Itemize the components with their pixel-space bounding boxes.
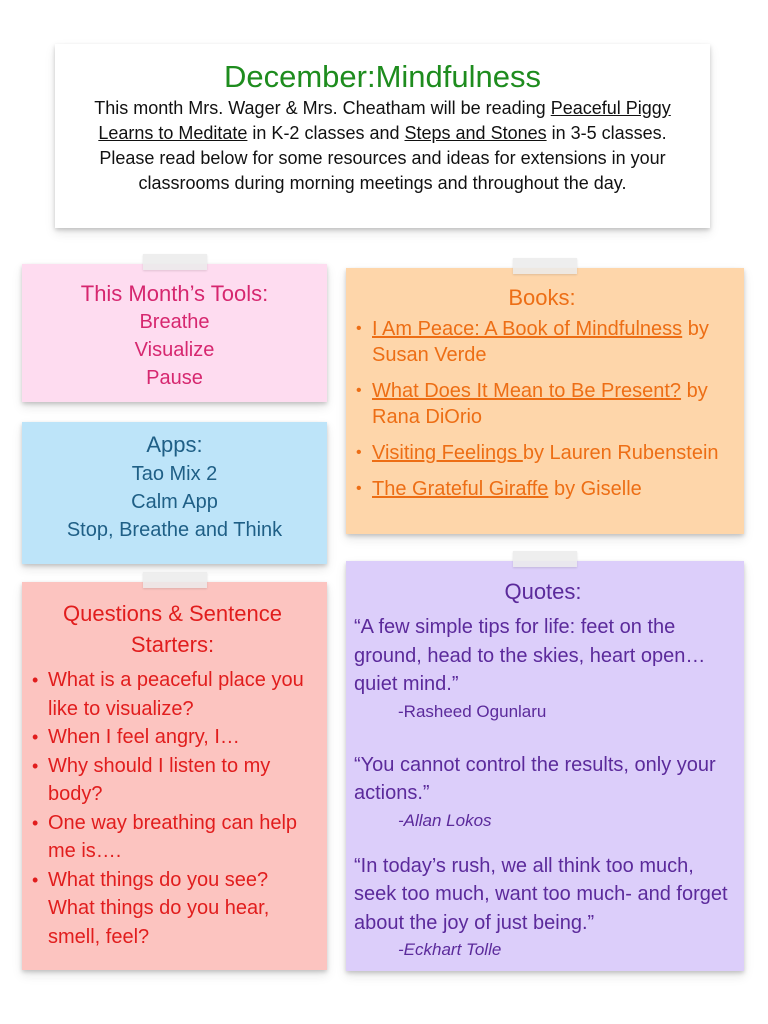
questions-card [22,582,327,970]
quote-author: -Rasheed Ogunlaru [398,701,547,721]
question-item: • What things do you see? What things do you hear, smell, feel? [30,866,315,952]
quote-author: -Allan Lokos [398,810,492,830]
book-link[interactable]: I Am Peace: A Book of Mindfulness [372,318,683,340]
book-item [354,476,730,502]
books-card [346,268,744,534]
tape-decoration [143,254,207,270]
quote-author: -Eckhart Tolle [398,940,502,959]
questions-list [30,666,315,951]
intro-text-1: This month Mrs. Wager & Mrs. Cheatham will be reading [94,98,551,118]
book-link[interactable]: Visiting Feelings [372,442,523,464]
tool-item: Pause [146,367,203,389]
tape-decoration [513,551,577,567]
book-link[interactable]: The Grateful Giraffe [372,478,549,500]
app-item: Tao Mix 2 [131,463,218,485]
questions-heading: Questions & Sentence Starters: [63,601,282,657]
book-item [354,378,730,430]
book-title-k2[interactable]: Peaceful Piggy Learns to Meditate [98,98,671,143]
book-author: by Giselle [548,478,642,500]
question-item: • Why should I listen to my body? [30,752,315,809]
page-title: December:Mindfulness [223,59,542,94]
question-item: • What is a peaceful place you like to visualize? [30,666,315,723]
tape-decoration [513,258,577,274]
tools-card [22,264,327,402]
intro-paragraph [71,96,694,196]
tool-item: Visualize [134,339,215,361]
book-title-3-5[interactable]: Steps and Stones [404,123,547,143]
books-heading: Books: [508,285,576,310]
quote-text: “You cannot control the results, only your actions.” [354,753,716,804]
question-item: • When I feel angry, I… [30,723,315,752]
quote-text: “A few simple tips for life: feet on the ground, head to the skies, heart open…quiet mind.” [354,616,706,695]
quotes-heading: Quotes: [504,579,582,604]
quotes-card [346,561,744,971]
books-list [354,316,730,502]
quote-text: “In today’s rush, we all think too much, seek too much, want too much- and forget about the joy of just being.” [354,854,728,934]
book-author: by Susan Verde [372,318,709,366]
intro-text-3: in 3-5 classes. Please read below for some resources and ideas for extensions in your classrooms during morning meetings and throughout the day. [99,123,667,193]
header-card [55,44,710,228]
book-author: by Rana DiOrio [372,380,708,428]
question-item: • One way breathing can help me is…. [30,809,315,866]
apps-card [22,422,327,564]
tape-decoration [143,572,207,588]
book-link[interactable]: What Does It Mean to Be Present? [372,380,682,402]
tool-item: Breathe [139,311,210,333]
book-author: by Lauren Rubenstein [522,442,719,464]
app-item: Calm App [131,491,218,513]
book-item [354,316,730,368]
apps-heading: Apps: [146,432,203,457]
app-item: Stop, Breathe and Think [66,519,283,541]
intro-text-2: in K-2 classes and [247,123,405,143]
tools-heading: This Month’s Tools: [80,281,269,306]
book-item [354,440,730,466]
